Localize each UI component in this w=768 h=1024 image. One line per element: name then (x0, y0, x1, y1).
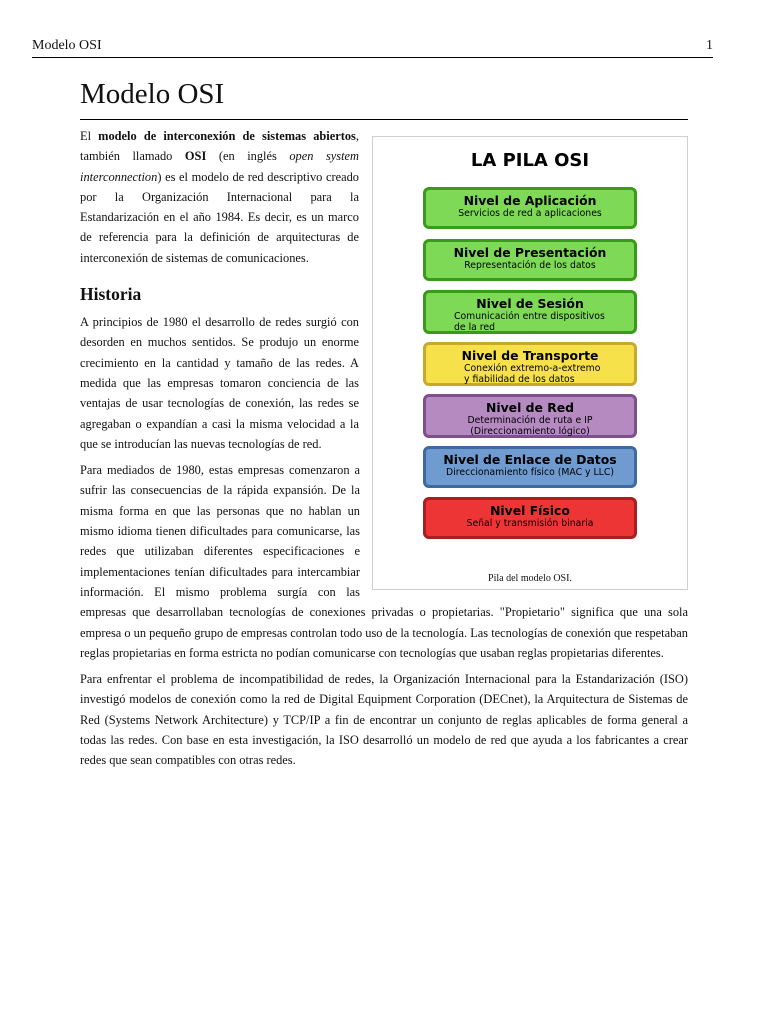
layer-desc: Servicios de red a aplicaciones (458, 208, 602, 219)
osi-stack-figure (372, 136, 688, 590)
layer-name: Nivel de Sesión (476, 296, 584, 311)
layer-name: Nivel Físico (490, 503, 570, 518)
layer-name: Nivel de Aplicación (463, 193, 597, 208)
historia-paragraph-2: Para mediados de 1980, estas empresas comenzaron a sufrir las consecuencias de la rápida expansión. De la misma forma en que las personas que no hablan un mismo idioma tienen dificultades para comunicarse, las redes que utilizaban diferentes especificaciones e implementaciones tenían dificultades para intercambiar información. El mismo problema surgía con las empresas que desarrollaban tecnologías de conexiones privadas o propietarias. "Propietario" significa que una sola empresa o un pequeño grupo de empresas controlan todo uso de la tecnología. Las tecnologías de conexión que respetaban reglas propietarias en forma estricta no podían comunicarse con tecnologías que usaban reglas propietarias diferentes. (80, 463, 688, 660)
layer-aplicacion (423, 187, 637, 229)
layer-enlace-datos (423, 446, 637, 488)
layer-presentacion (423, 239, 637, 281)
layer-sesion (423, 290, 637, 334)
running-header (32, 37, 713, 58)
section-heading-historia: Historia (80, 284, 142, 305)
layer-desc: Comunicación entre dispositivos de la red (454, 311, 605, 333)
intro-paragraph (80, 126, 359, 268)
intro-text-4: ) es el modelo de red descriptivo creado por la Organización Internacional para la Estandarización en el año 1984. Es decir, es un marco de referencia para la definición de arquitecturas de interconexión de sistemas de comunicaciones. (80, 169, 359, 265)
article-body (80, 126, 688, 777)
title-rule (80, 119, 688, 120)
historia-paragraph-3: Para enfrentar el problema de incompatibilidad de redes, la Organización Internacional para la Estandarización (ISO) investigó modelos de conexión como la red de Digital Equipment Corporation (DECnet), la Arquitectura de Sistemas de Red (Systems Network Architecture) y TCP/IP a fin de encontrar un conjunto de reglas aplicables de forma general a todas las redes. Con base en esta investigación, la ISO desarrolló un modelo de red que ayuda a los fabricantes a crear redes que sean compatibles con otras redes. (80, 672, 688, 768)
page-number: 1 (706, 38, 713, 53)
intro-bold-osi: OSI (184, 149, 207, 164)
layer-fisico (423, 497, 637, 539)
layer-desc: Conexión extremo-a-extremo y fiabilidad de los datos (464, 363, 601, 385)
historia-paragraph-1: A principios de 1980 el desarrollo de redes surgió con desorden en muchos sentidos. Se produjo un enorme crecimiento en la cantidad y tamaño de las redes. A medida que las empresas tomaron conciencia de las ventajas de usar tecnologías de conexión, las redes se agregaban o expandían a casi la misma velocidad a la que se introducían las nuevas tecnologías de red. (80, 315, 359, 451)
page-title: Modelo OSI (80, 78, 225, 110)
intro-italic-term: open system interconnection (80, 149, 360, 184)
layer-desc: Direccionamiento físico (MAC y LLC) (446, 467, 614, 478)
figure-caption: Pila del modelo OSI. (488, 573, 572, 584)
intro-text-2: , también llamado (80, 129, 359, 164)
layer-name: Nivel de Presentación (453, 245, 607, 260)
layer-desc: Determinación de ruta e IP (Direccionamiento lógico) (467, 415, 593, 437)
layer-red (423, 394, 637, 438)
layer-desc: Representación de los datos (464, 260, 596, 271)
layer-transporte (423, 342, 637, 386)
osi-stack-title: LA PILA OSI (470, 150, 590, 171)
layer-name: Nivel de Transporte (461, 348, 599, 363)
intro-bold-term: modelo de interconexión de sistemas abiertos (98, 129, 356, 143)
layer-desc: Señal y transmisión binaria (466, 518, 594, 529)
intro-text-1: El (80, 129, 99, 143)
intro-text-3: (en inglés (206, 149, 290, 164)
layer-name: Nivel de Enlace de Datos (443, 452, 617, 467)
layer-name: Nivel de Red (485, 400, 575, 415)
running-header-title: Modelo OSI (32, 38, 102, 53)
